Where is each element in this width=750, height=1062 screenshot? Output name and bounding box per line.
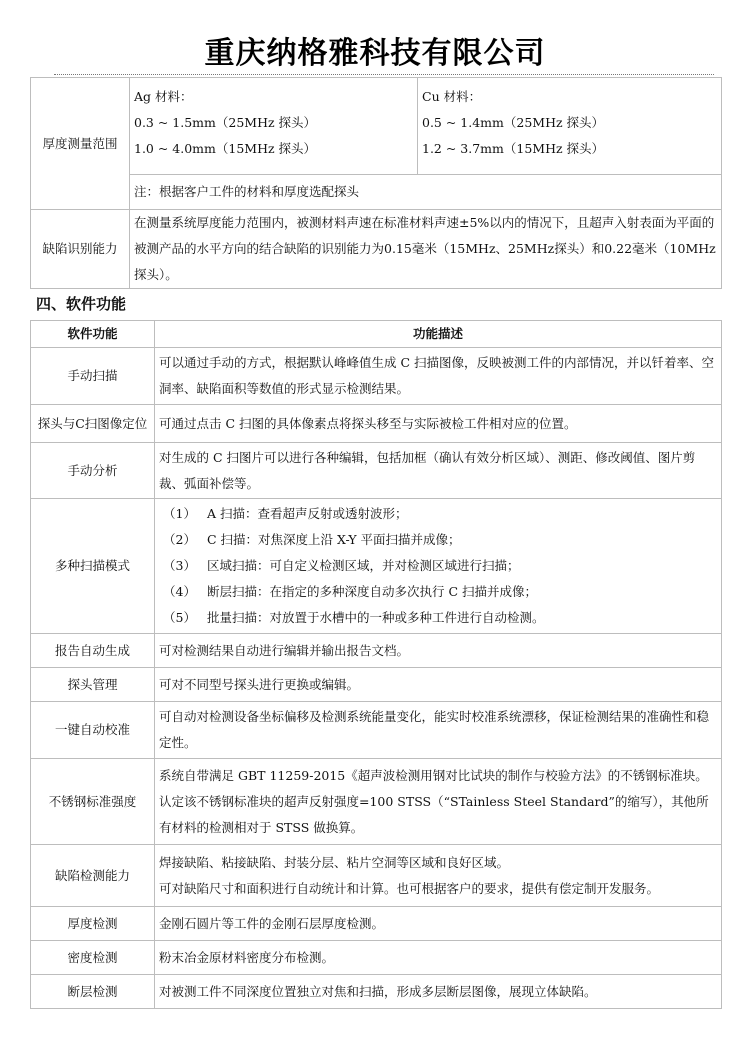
thickness-range-label: 厚度测量范围 [31, 78, 130, 210]
table-row [31, 348, 722, 405]
function-name: 探头管理 [31, 668, 155, 702]
scan-mode-number: （1） [163, 506, 196, 521]
function-name: 多种扫描模式 [31, 499, 155, 634]
section-title-software: 四、软件功能 [36, 295, 127, 313]
scan-mode-item [159, 579, 717, 605]
function-description: 金刚石圆片等工件的金刚石层厚度检测。 [155, 907, 722, 941]
function-description: 对生成的 C 扫图片可以进行各种编辑，包括加框（确认有效分析区域）、测距、修改阈值、图片剪裁、弧面补偿等。 [155, 443, 722, 499]
table-row [31, 845, 722, 907]
scan-mode-number: （5） [163, 610, 196, 625]
scan-mode-item [159, 501, 717, 527]
table-row [31, 443, 722, 499]
table-row [31, 907, 722, 941]
description-line: 认定该不锈钢标准块的超声反射强度=100 STSS（“STainless Steel Standard”的缩写），其他所有材料的检测相对于 STSS 做换算。 [159, 793, 709, 835]
function-name: 手动分析 [31, 443, 155, 499]
scan-mode-item [159, 553, 717, 579]
table-row [31, 975, 722, 1009]
function-name: 手动扫描 [31, 348, 155, 405]
function-description: 对被测工件不同深度位置独立对焦和扫描，形成多层断层图像，展现立体缺陷。 [155, 975, 722, 1009]
function-description: 可对检测结果自动进行编辑并输出报告文档。 [155, 634, 722, 668]
function-description: 可通过点击 C 扫图的具体像素点将探头移至与实际被检工件相对应的位置。 [155, 405, 722, 443]
ag-range-15mhz: 1.0 ~ 4.0mm（15MHz 探头） [134, 141, 317, 156]
scan-mode-number: （4） [163, 584, 196, 599]
cu-range-25mhz: 0.5 ~ 1.4mm（25MHz 探头） [422, 115, 605, 130]
table-row [31, 634, 722, 668]
table-row [31, 499, 722, 634]
defect-recognition-text: 在测量系统厚度能力范围内，被测材料声速在标准材料声速±5%以内的情况下，且超声入射表面为平面的被测产品的水平方向的结合缺陷的识别能力为0.15毫米（15MHz、25MHz探头）和0.22毫米（10MHz探头）。 [130, 210, 722, 289]
function-name: 密度检测 [31, 941, 155, 975]
ag-material-title: Ag 材料： [134, 89, 193, 104]
description-line: 可对缺陷尺寸和面积进行自动统计和计算。也可根据客户的要求，提供有偿定制开发服务。 [159, 880, 660, 896]
function-description: 可对不同型号探头进行更换或编辑。 [155, 668, 722, 702]
table-row [31, 759, 722, 845]
scan-mode-text: 批量扫描：对放置于水槽中的一种或多种工件进行自动检测。 [207, 610, 545, 625]
description-line: 系统自带满足 GBT 11259-2015《超声波检测用钢对比试块的制作与校验方法》的不锈钢标准块。 [159, 767, 708, 783]
function-description [155, 759, 722, 845]
scan-mode-number: （2） [163, 532, 196, 547]
column-header-description: 功能描述 [155, 321, 722, 348]
column-header-function: 软件功能 [31, 321, 155, 348]
function-name: 报告自动生成 [31, 634, 155, 668]
scan-mode-text: C 扫描：对焦深度上沿 X-Y 平面扫描并成像； [207, 532, 461, 547]
function-name: 探头与C扫图像定位 [31, 405, 155, 443]
table-row [31, 668, 722, 702]
table-row [31, 702, 722, 759]
probe-selection-note: 注：根据客户工件的材料和厚度选配探头 [130, 175, 722, 210]
ag-range-25mhz: 0.3 ~ 1.5mm（25MHz 探头） [134, 115, 317, 130]
function-name: 断层检测 [31, 975, 155, 1009]
description-line: 焊接缺陷、粘接缺陷、封装分层、粘片空洞等区域和良好区域。 [159, 854, 510, 870]
scan-mode-item [159, 527, 717, 553]
function-name: 不锈钢标准强度 [31, 759, 155, 845]
cu-material-title: Cu 材料： [422, 89, 482, 104]
function-description: 粉末冶金原材料密度分布检测。 [155, 941, 722, 975]
scan-mode-text: A 扫描：查看超声反射或透射波形； [207, 506, 408, 521]
scan-mode-number: （3） [163, 558, 196, 573]
scan-modes-list [155, 499, 722, 634]
defect-recognition-label: 缺陷识别能力 [31, 210, 130, 289]
function-description: 可自动对检测设备坐标偏移及检测系统能量变化，能实时校准系统漂移，保证检测结果的准确性和稳定性。 [155, 702, 722, 759]
function-description: 可以通过手动的方式，根据默认峰峰值生成 C 扫描图像，反映被测工件的内部情况，并以钎着率、空洞率、缺陷面积等数值的形式显示检测结果。 [155, 348, 722, 405]
function-description [155, 845, 722, 907]
cu-range-15mhz: 1.2 ~ 3.7mm（15MHz 探头） [422, 141, 605, 156]
function-name: 缺陷检测能力 [31, 845, 155, 907]
table-row [31, 941, 722, 975]
company-name: 重庆纳格雅科技有限公司 [204, 36, 546, 71]
scan-mode-item [159, 605, 717, 631]
table-row [31, 405, 722, 443]
scan-mode-text: 区域扫描：可自定义检测区域，并对检测区域进行扫描； [207, 558, 520, 573]
spec-table [30, 77, 722, 289]
ag-material-cell [130, 78, 418, 175]
scan-mode-text: 断层扫描：在指定的多种深度自动多次执行 C 扫描并成像； [207, 584, 538, 599]
software-function-table [30, 320, 722, 1009]
header-divider [54, 74, 714, 75]
cu-material-cell [418, 78, 722, 175]
function-name: 厚度检测 [31, 907, 155, 941]
function-name: 一键自动校准 [31, 702, 155, 759]
